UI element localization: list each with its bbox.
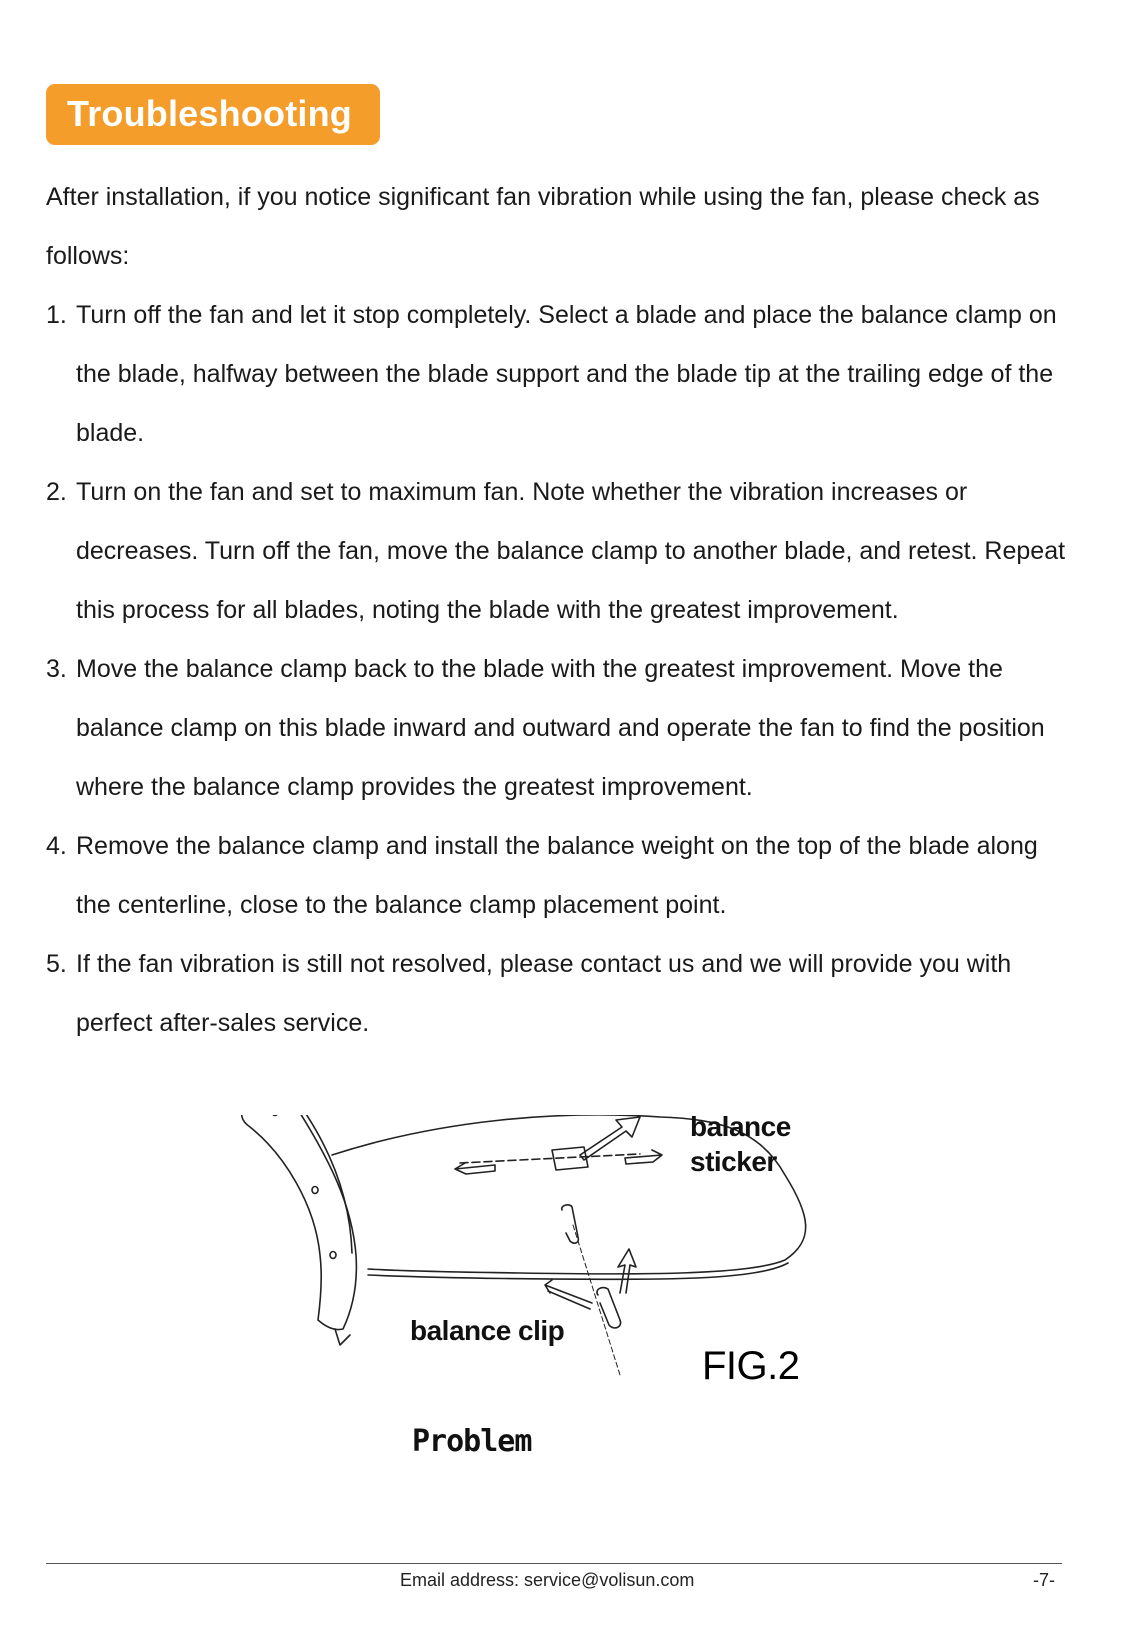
step-text: Turn on the fan and set to maximum fan. Note whether the vibration increases or decreases. Turn off the fan, move the balance clamp to another blade, and retest. Repeat this process for all blades, noting the blade with the greatest improvement. <box>76 478 1066 624</box>
troubleshooting-steps <box>46 286 1076 1053</box>
blade-centerline <box>460 1154 640 1163</box>
step-text: Turn off the fan and let it stop completely. Select a blade and place the balance clamp on the blade, halfway between the blade support and the blade tip at the trailing edge of the blade. <box>76 301 1057 447</box>
fan-blade-figure <box>240 1111 840 1455</box>
step-text: If the fan vibration is still not resolved, please contact us and we will provide you with perfect after-sales service. <box>76 950 1012 1037</box>
left-arrow <box>455 1163 495 1174</box>
footer-divider <box>46 1563 1062 1564</box>
blade-bracket <box>242 1115 357 1330</box>
footer-email: Email address: service@volisun.com <box>400 1570 695 1590</box>
section-title: Troubleshooting <box>67 93 352 134</box>
diagonal-arrow <box>580 1117 640 1160</box>
step-number: 5. <box>46 950 67 978</box>
bracket-screw-hole <box>272 1115 278 1116</box>
bracket-screw-hole <box>312 1187 318 1194</box>
page-number: -7- <box>1033 1570 1055 1590</box>
step-item <box>46 640 1076 817</box>
step-text: Remove the balance clamp and install the balance weight on the top of the blade along the centerline, close to the balance clamp placement point. <box>76 832 1038 919</box>
step-item <box>46 286 1076 463</box>
step-item <box>46 935 1076 1053</box>
balance-clip-mounted <box>562 1205 579 1243</box>
clip-arrow-up <box>618 1249 636 1293</box>
balance-sticker-label <box>690 1109 791 1179</box>
sticker-label-line-1: balance <box>690 1111 791 1142</box>
balance-clip-loose <box>597 1288 621 1328</box>
clip-arrow-left <box>545 1280 592 1309</box>
right-arrow <box>625 1150 662 1164</box>
bracket-inner-edge <box>285 1115 352 1253</box>
bracket-screw-hole <box>330 1252 336 1259</box>
step-number: 3. <box>46 655 67 683</box>
figure-number-label: FIG.2 <box>702 1344 800 1388</box>
step-number: 2. <box>46 478 67 506</box>
step-number: 1. <box>46 301 67 329</box>
step-item <box>46 463 1076 640</box>
step-text: Move the balance clamp back to the blade with the greatest improvement. Move the balance clamp on this blade inward and outward and operate the fan to find the position where the balance clamp provides the greatest improvement. <box>76 655 1045 801</box>
intro-paragraph: After installation, if you notice significant fan vibration while using the fan, please check as follows: <box>46 183 1040 270</box>
figure-caption: Problem <box>412 1424 532 1459</box>
step-number: 4. <box>46 832 67 860</box>
section-header-badge <box>46 84 380 145</box>
step-item <box>46 817 1076 935</box>
balance-clip-label: balance clip <box>410 1315 565 1346</box>
bracket-foot <box>335 1329 350 1345</box>
sticker-label-line-2: sticker <box>690 1146 777 1177</box>
